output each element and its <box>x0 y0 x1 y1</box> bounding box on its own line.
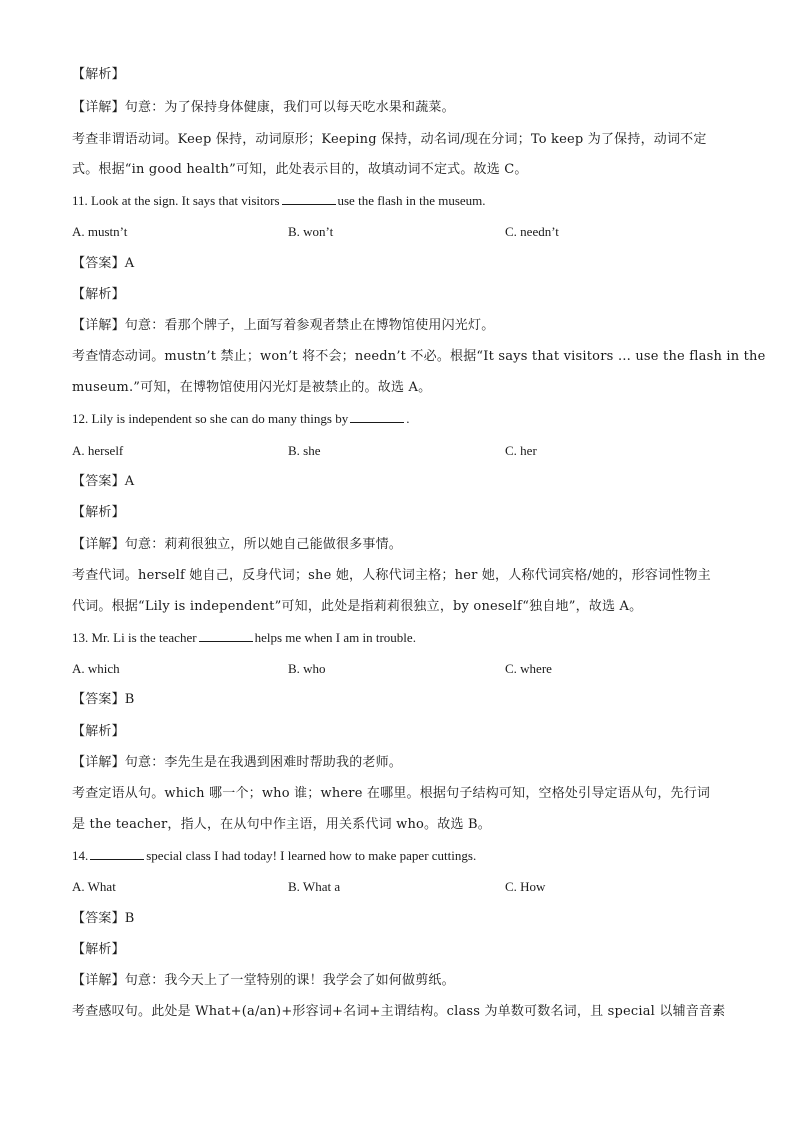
answer-blank <box>90 847 144 860</box>
detail-translation: 【详解】句意：莉莉很独立，所以她自己能做很多事情。 <box>72 537 403 552</box>
explanation-line: 考查感叹句。此处是 What+(a/an)+形容词+名词+主谓结构。class 为单数可数名词，且 special 以辅音音素 <box>72 1004 726 1019</box>
option-c: C. where <box>505 661 552 676</box>
option-a: A. herself <box>72 443 124 458</box>
option-a: A. which <box>72 661 120 676</box>
explanation-line: 考查非谓语动词。Keep 保持，动词原形；Keeping 保持，动名词/现在分词；To keep 为了保持，动词不定 <box>72 132 707 147</box>
explanation-line: 式。根据“in good health”可知，此处表示目的，故填动词不定式。故选 C。 <box>72 162 528 177</box>
answer-line: 【答案】B <box>72 692 135 707</box>
option-a: A. mustn’t <box>72 224 128 239</box>
answer-line: 【答案】A <box>72 474 135 489</box>
option-b: B. What a <box>288 879 341 894</box>
question-text: 14. <box>72 848 89 863</box>
analysis-header: 【解析】 <box>72 287 125 302</box>
analysis-header: 【解析】 <box>72 724 125 739</box>
option-b: B. won’t <box>288 224 334 239</box>
answer-line: 【答案】B <box>72 911 135 926</box>
answer-blank <box>282 192 336 205</box>
question-text: 12. Lily is independent so she can do many things by <box>72 411 349 426</box>
analysis-header: 【解析】 <box>72 67 125 82</box>
answer-blank <box>199 629 253 642</box>
question-text: 13. Mr. Li is the teacher <box>72 630 197 645</box>
analysis-header: 【解析】 <box>72 942 125 957</box>
answer-blank <box>350 410 404 423</box>
question-14 <box>72 846 732 866</box>
explanation-line: 代词。根据“Lily is independent”可知，此处是指莉莉很独立，by oneself“独自地”，故选 A。 <box>72 599 643 614</box>
option-c: C. needn’t <box>505 224 559 239</box>
answer-line: 【答案】A <box>72 256 135 271</box>
detail-translation: 【详解】句意：李先生是在我遇到困难时帮助我的老师。 <box>72 755 403 770</box>
option-c: C. her <box>505 443 537 458</box>
option-c: C. How <box>505 879 546 894</box>
option-a: A. What <box>72 879 116 894</box>
question-text: helps me when I am in trouble. <box>254 630 416 645</box>
detail-translation: 【详解】句意：为了保持身体健康，我们可以每天吃水果和蔬菜。 <box>72 100 455 115</box>
option-b: B. who <box>288 661 326 676</box>
explanation-line: 考查代词。herself 她自己，反身代词；she 她，人称代词主格；her 她，人称代词宾格/她的，形容词性物主 <box>72 568 711 583</box>
explanation-line: 考查情态动词。mustn’t 禁止；won’t 将不会；needn’t 不必。根据“It says that visitors … use the flash in the <box>72 349 766 364</box>
detail-translation: 【详解】句意：我今天上了一堂特别的课！我学会了如何做剪纸。 <box>72 973 455 988</box>
explanation-line: museum.”可知，在博物馆使用闪光灯是被禁止的。故选 A。 <box>72 380 432 395</box>
question-text: special class I had today! I learned how to make paper cuttings. <box>146 848 477 863</box>
explanation-line: 是 the teacher，指人，在从句中作主语，用关系代词 who。故选 B。 <box>72 817 491 832</box>
question-12 <box>72 409 732 429</box>
question-text: use the flash in the museum. <box>337 193 486 208</box>
analysis-header: 【解析】 <box>72 505 125 520</box>
question-13 <box>72 628 732 648</box>
question-11 <box>72 191 732 211</box>
question-text: 11. Look at the sign. It says that visitors <box>72 193 280 208</box>
explanation-line: 考查定语从句。which 哪一个；who 谁；where 在哪里。根据句子结构可知，空格处引导定语从句，先行词 <box>72 786 711 801</box>
option-b: B. she <box>288 443 321 458</box>
detail-translation: 【详解】句意：看那个牌子，上面写着参观者禁止在博物馆使用闪光灯。 <box>72 318 495 333</box>
question-text: . <box>406 411 410 426</box>
